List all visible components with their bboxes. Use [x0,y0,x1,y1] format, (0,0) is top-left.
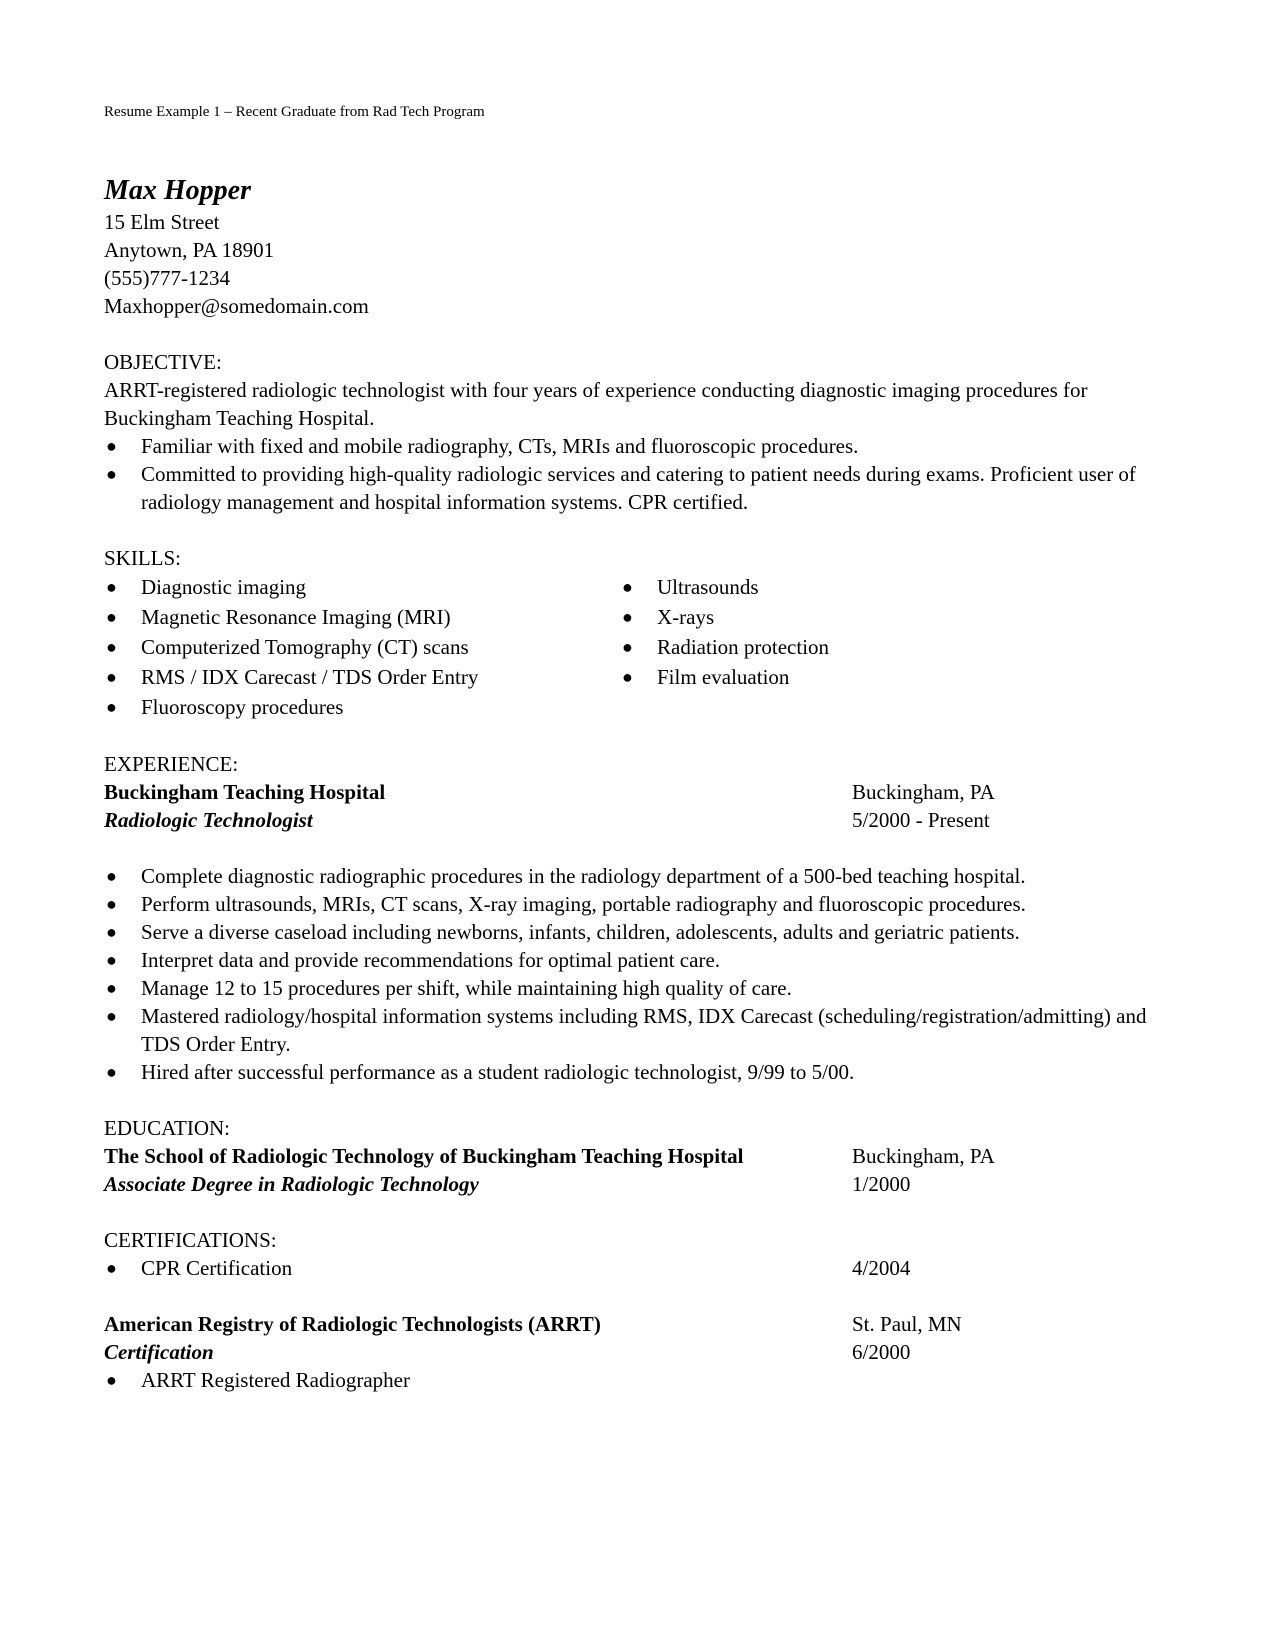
document-caption: Resume Example 1 – Recent Graduate from Rad Tech Program [104,104,485,120]
list-item: ● Fluoroscopy procedures [104,692,620,722]
list-item: ● Familiar with fixed and mobile radiography, CTs, MRIs and fluoroscopic procedures. [106,434,859,458]
degree-name: Associate Degree in Radiologic Technology [104,1172,479,1196]
arrt-list [104,1366,1184,1394]
email-address: Maxhopper@somedomain.com [104,294,369,318]
experience-list [104,862,1184,1086]
objective-summary: ARRT-registered radiologic technologist with four years of experience conducting diagnostic imaging procedures for Buckingham Teaching Hospital. [104,378,1088,430]
list-item: ● ARRT Registered Radiographer [106,1368,410,1392]
candidate-name: Max Hopper [104,175,251,206]
arrt-cert-date: 6/2000 [852,1340,911,1364]
bullet-icon: ● [622,577,633,597]
list-item: ● Magnetic Resonance Imaging (MRI) [104,602,620,632]
objective-list [104,432,1184,516]
list-item: ● Ultrasounds [620,572,1136,602]
education-school-row [104,1142,1184,1170]
skills-column-right [620,572,1136,722]
list-item: ● Perform ultrasounds, MRIs, CT scans, X-ray imaging, portable radiography and fluoroscopic procedures. [106,892,1026,916]
list-item: ● Interpret data and provide recommendations for optimal patient care. [106,948,721,972]
bullet-icon: ● [106,922,117,942]
contact-block [104,208,1184,320]
list-item: ● RMS / IDX Carecast / TDS Order Entry [104,662,620,692]
school-location: Buckingham, PA [852,1144,995,1168]
list-item: ● Hired after successful performance as a student radiologic technologist, 9/99 to 5/00. [106,1060,855,1084]
phone-number: (555)777-1234 [104,266,230,290]
bullet-icon: ● [106,464,117,484]
bullet-icon: ● [622,637,633,657]
list-item: ● Diagnostic imaging [104,572,620,602]
list-item: ● Manage 12 to 15 procedures per shift, while maintaining high quality of care. [106,976,792,1000]
job-dates: 5/2000 - Present [852,808,990,832]
bullet-icon: ● [106,1370,117,1390]
bullet-icon: ● [106,1062,117,1082]
education-degree-row [104,1170,1184,1198]
resume-page [104,102,1184,1394]
skills-column-left [104,572,620,722]
list-item: ● Serve a diverse caseload including newborns, infants, children, adolescents, adults and geriatric patients. [106,920,1020,944]
job-title: Radiologic Technologist [104,808,313,832]
cpr-label: CPR Certification [141,1256,293,1280]
bullet-icon: ● [106,637,117,657]
skills-grid [104,572,1184,722]
bullet-icon: ● [622,607,633,627]
arrt-type-row [104,1338,1184,1366]
bullet-icon: ● [106,436,117,456]
street-address: 15 Elm Street [104,210,220,234]
bullet-icon: ● [106,950,117,970]
cpr-row [104,1254,1184,1282]
city-state-zip: Anytown, PA 18901 [104,238,275,262]
bullet-icon: ● [106,577,117,597]
arrt-cert-type: Certification [104,1340,214,1364]
employer-name: Buckingham Teaching Hospital [104,780,386,804]
school-name: The School of Radiologic Technology of Buckingham Teaching Hospital [104,1144,744,1168]
list-item: ● Film evaluation [620,662,1136,692]
cpr-item [104,1254,852,1282]
bullet-icon: ● [106,1006,117,1026]
cpr-date: 4/2004 [852,1256,911,1280]
list-item: ● Committed to providing high-quality radiologic services and catering to patient needs during exams. Proficient user of radiology management and hospital information systems. CPR certified. [106,462,1136,514]
bullet-icon: ● [106,667,117,687]
employer-location: Buckingham, PA [852,780,995,804]
list-item: ● Complete diagnostic radiographic procedures in the radiology department of a 500-bed teaching hospital. [106,864,1026,888]
arrt-org-location: St. Paul, MN [852,1312,962,1336]
experience-title-row [104,806,1184,834]
list-item: ● Computerized Tomography (CT) scans [104,632,620,662]
bullet-icon: ● [106,894,117,914]
list-item: ● Radiation protection [620,632,1136,662]
bullet-icon: ● [106,1258,117,1278]
bullet-icon: ● [106,866,117,886]
arrt-org-row [104,1310,1184,1338]
degree-date: 1/2000 [852,1172,911,1196]
spacer [104,834,1184,862]
bullet-icon: ● [622,667,633,687]
bullet-icon: ● [106,607,117,627]
arrt-org-name: American Registry of Radiologic Technologists (ARRT) [104,1312,601,1336]
bullet-icon: ● [106,978,117,998]
bullet-icon: ● [106,697,117,717]
certifications-heading: CERTIFICATIONS: [104,1228,277,1252]
list-item: ● X-rays [620,602,1136,632]
experience-employer-row [104,778,1184,806]
skills-heading: SKILLS: [104,546,182,570]
list-item: ● Mastered radiology/hospital information systems including RMS, IDX Carecast (scheduling/registration/admitting) and TDS Order Entry. [106,1004,1147,1056]
spacer [104,1282,1184,1310]
experience-heading: EXPERIENCE: [104,752,239,776]
education-heading: EDUCATION: [104,1116,230,1140]
objective-heading: OBJECTIVE: [104,350,222,374]
